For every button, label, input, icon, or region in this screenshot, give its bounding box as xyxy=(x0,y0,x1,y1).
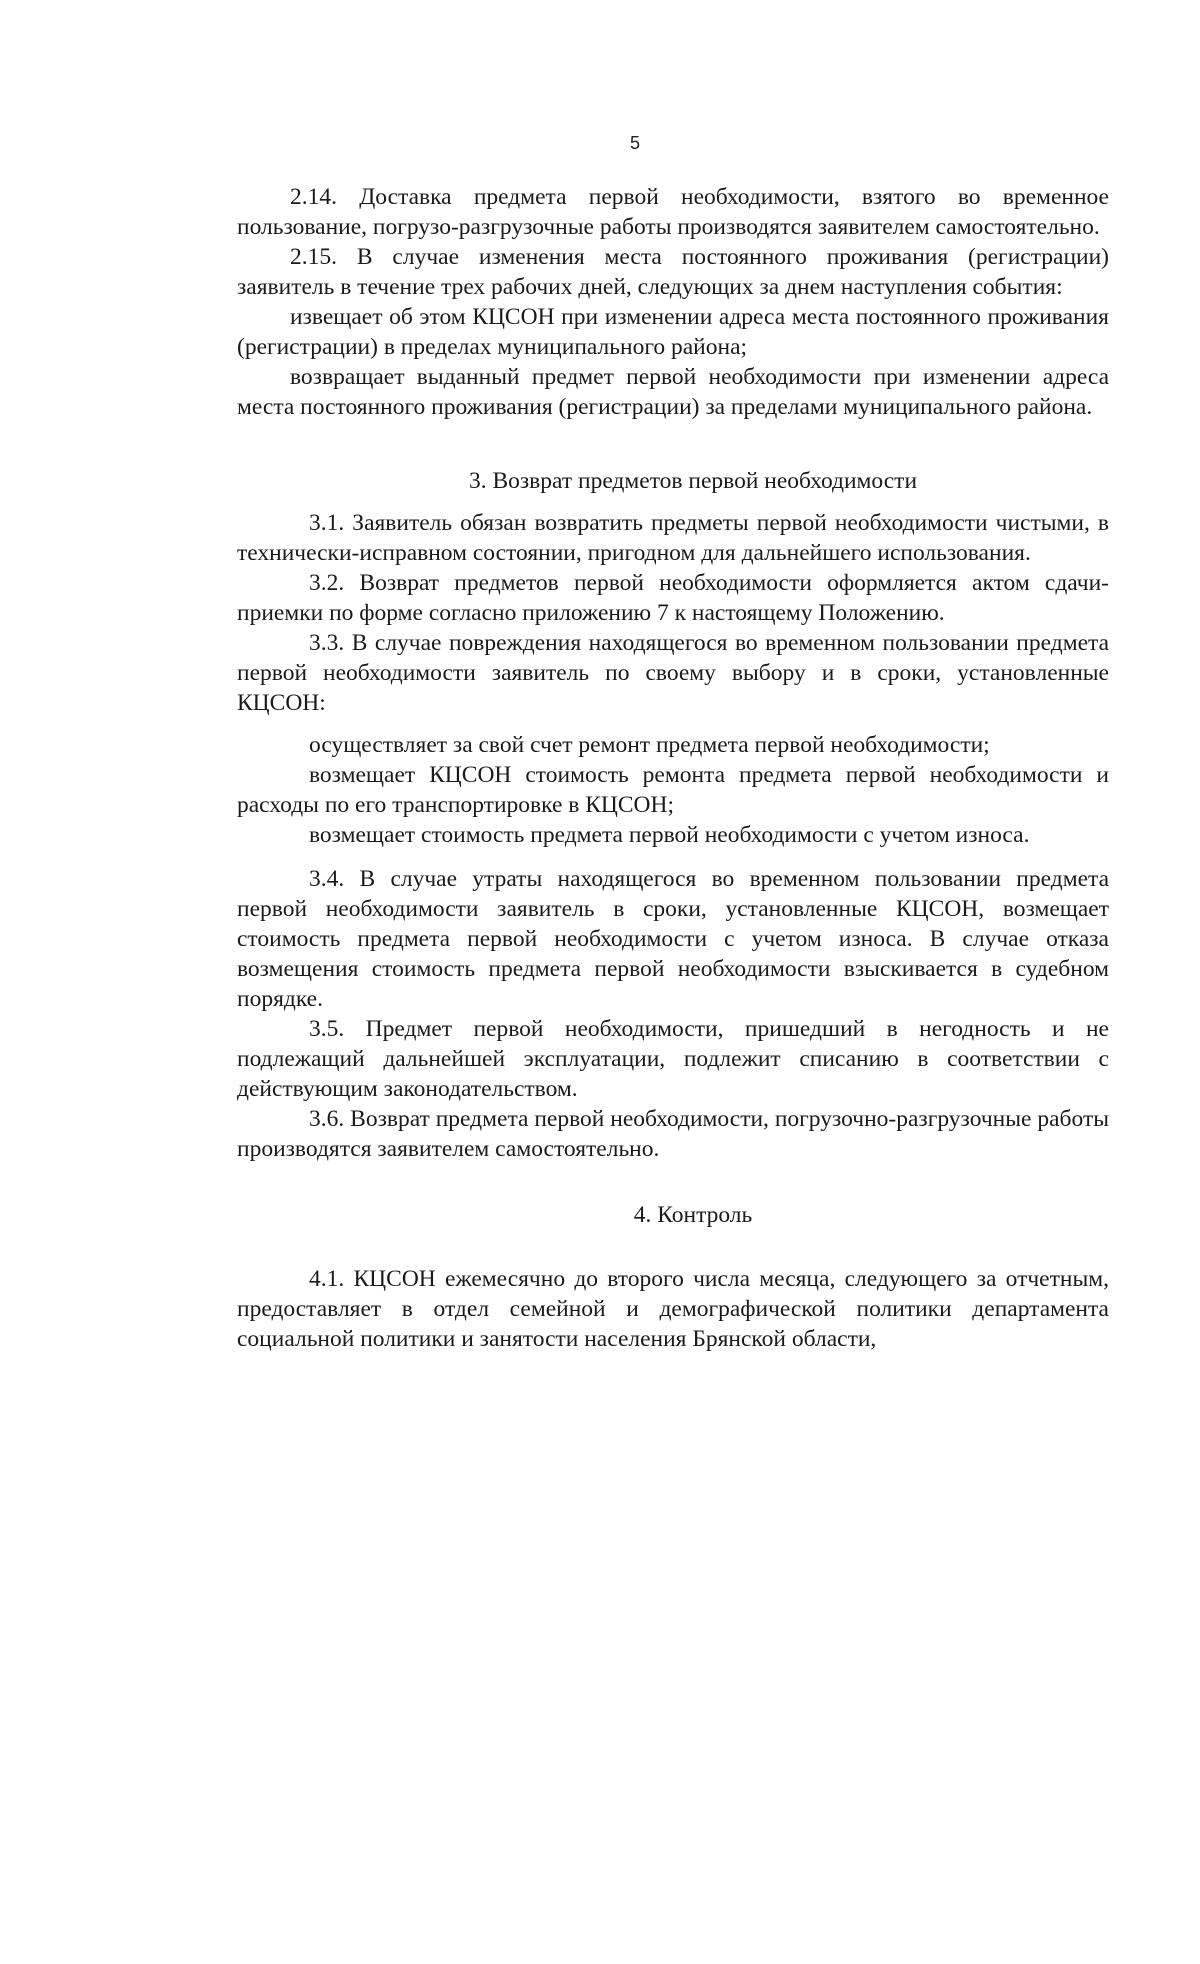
page-number: 5 xyxy=(629,133,640,153)
paragraph-2-15-b: возвращает выданный предмет первой необходимости при изменении адреса места постоянного проживания (регистрации) за пределами муниципального района. xyxy=(237,364,1109,420)
paragraph-3-3-b: возмещает КЦСОН стоимость ремонта предмета первой необходимости и расходы по его транспортировке в КЦСОН; xyxy=(237,762,1109,818)
section-3-heading: 3. Возврат предметов первой необходимости xyxy=(468,468,918,494)
section-4-heading: 4. Контроль xyxy=(633,1202,753,1228)
paragraph-2-15: 2.15. В случае изменения места постоянного проживания (регистрации) заявитель в течение трех рабочих дней, следующих за днем наступления события: xyxy=(237,244,1109,300)
section-4-body xyxy=(237,1264,1109,1354)
section-3-body xyxy=(237,508,1109,1164)
section-2-continuation xyxy=(237,182,1109,422)
paragraph-4-1: 4.1. КЦСОН ежемесячно до второго числа месяца, следующего за отчетным, предоставляет в отдел семейной и демографической политики департамента социальной политики и занятости населения Брянской области, xyxy=(237,1266,1109,1352)
paragraph-3-3-c: возмещает стоимость предмета первой необходимости с учетом износа. xyxy=(309,822,1030,848)
paragraph-3-4: 3.4. В случае утраты находящегося во временном пользовании предмета первой необходимости заявитель в сроки, установленные КЦСОН, возмещает стоимость предмета первой необходимости с учетом износа. В случае отказа возмещения стоимость предмета первой необходимости взыскивается в судебном порядке. xyxy=(237,866,1109,1012)
paragraph-3-3-a: осуществляет за свой счет ремонт предмета первой необходимости; xyxy=(309,732,990,758)
paragraph-3-1: 3.1. Заявитель обязан возвратить предметы первой необходимости чистыми, в технически-исправном состоянии, пригодном для дальнейшего использования. xyxy=(237,510,1109,566)
paragraph-3-5: 3.5. Предмет первой необходимости, пришедший в негодность и не подлежащий дальнейшей эксплуатации, подлежит списанию в соответствии с действующим законодательством. xyxy=(237,1016,1109,1102)
paragraph-2-15-a: извещает об этом КЦСОН при изменении адреса места постоянного проживания (регистрации) в пределах муниципального района; xyxy=(237,304,1109,360)
paragraph-3-2: 3.2. Возврат предметов первой необходимости оформляется актом сдачи-приемки по форме согласно приложению 7 к настоящему Положению. xyxy=(237,570,1109,626)
paragraph-3-3: 3.3. В случае повреждения находящегося во временном пользовании предмета первой необходимости заявитель по своему выбору и в сроки, установленные КЦСОН: xyxy=(237,630,1109,716)
paragraph-3-6: 3.6. Возврат предмета первой необходимости, погрузочно-разгрузочные работы производятся заявителем самостоятельно. xyxy=(237,1106,1109,1162)
paragraph-2-14: 2.14. Доставка предмета первой необходимости, взятого во временное пользование, погрузо-разгрузочные работы производятся заявителем самостоятельно. xyxy=(237,184,1109,240)
document-body xyxy=(237,182,1109,1354)
